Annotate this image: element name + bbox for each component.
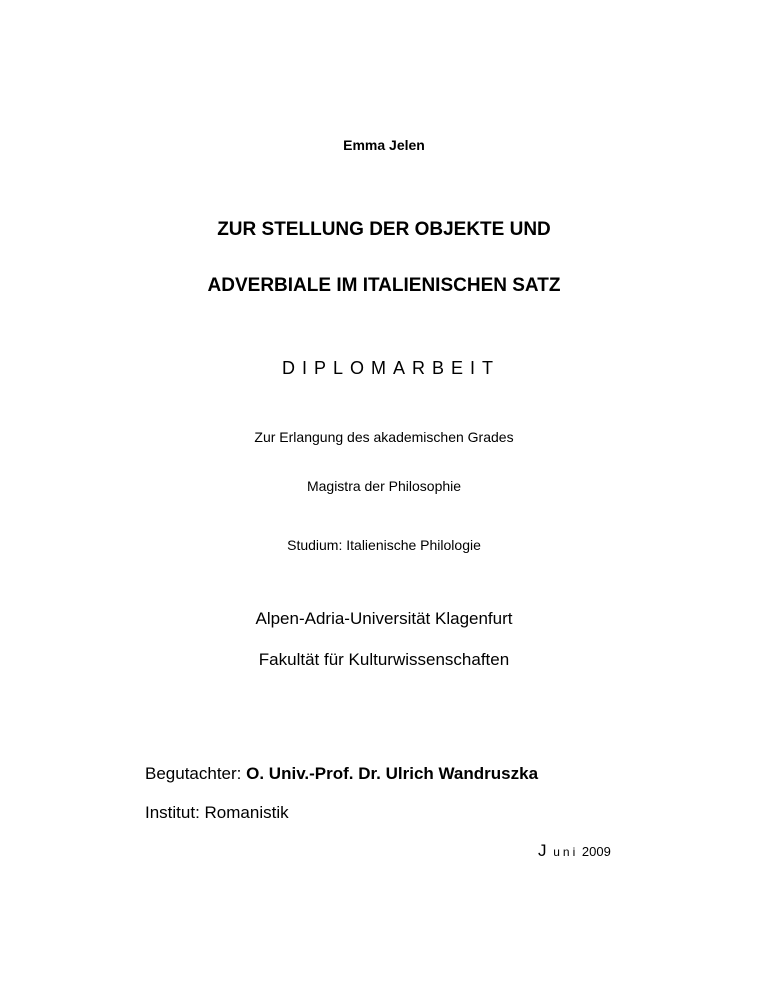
date-month: [538, 841, 578, 861]
degree-title: Magistra der Philosophie: [306, 478, 462, 494]
thesis-title-line-1: ZUR STELLUNG DER OBJEKTE UND: [217, 219, 551, 240]
study-program: Studium: Italienische Philologie: [287, 537, 481, 553]
institute: Institut: Romanistik: [145, 803, 289, 822]
faculty-name: Fakultät für Kulturwissenschaften: [258, 650, 510, 669]
reviewer-name: O. Univ.-Prof. Dr. Ulrich Wandruszka: [246, 764, 539, 783]
reviewer-label: Begutachter:: [145, 764, 242, 783]
author-name: Emma Jelen: [343, 137, 425, 153]
date-month-initial: J: [538, 841, 548, 860]
thesis-title-line-2: ADVERBIALE IM ITALIENISCHEN SATZ: [207, 275, 561, 296]
submission-date: [538, 841, 611, 861]
thesis-type: DIPLOMARBEIT: [281, 358, 501, 378]
degree-purpose: Zur Erlangung des akademischen Grades: [254, 429, 514, 445]
reviewer-line: [145, 764, 538, 784]
university-name: Alpen-Adria-Universität Klagenfurt: [255, 609, 513, 628]
date-year: 2009: [581, 844, 611, 859]
date-month-rest: uni: [553, 845, 579, 859]
